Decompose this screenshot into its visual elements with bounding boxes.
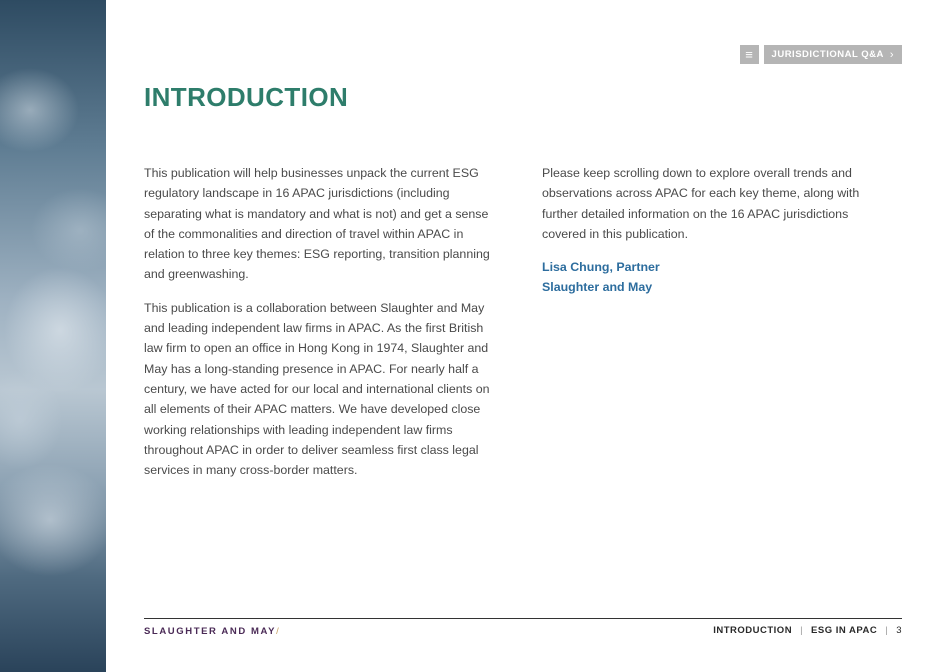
- intro-paragraph-1: This publication will help businesses unpack the current ESG regulatory landscape in 16 APAC jurisdictions (including separating what is mandatory and what is not) and get a sense of the commonalities and direction of travel within APAC in relation to three key themes: ESG reporting, transition planning and greenwashing.: [144, 166, 490, 282]
- menu-icon[interactable]: ≡: [740, 45, 759, 64]
- footer-publication-link[interactable]: ESG IN APAC: [811, 625, 878, 636]
- intro-paragraph-3: Please keep scrolling down to explore overall trends and observations across APAC for each key theme, along with further detailed information on the 16 APAC jurisdictions covered in this publication.: [542, 166, 860, 241]
- footer-brand-logo: [144, 626, 280, 637]
- footer-section-link[interactable]: INTRODUCTION: [713, 625, 793, 636]
- sky-cloud-image: [0, 0, 106, 672]
- intro-paragraph-2: This publication is a collaboration between Slaughter and May and leading independent law firms in APAC. As the first British law firm to open an office in Hong Kong in 1974, Slaughter and May has a long-standing presence in APAC. For nearly half a century, we have acted for our local and international clients on all elements of their APAC matters. We have developed close working relationships with leading independent law firms throughout APAC in order to deliver seamless first class legal services in many cross-border matters.: [144, 300, 490, 478]
- left-column: [144, 163, 496, 493]
- footer-divider: [144, 618, 902, 619]
- jurisdictional-qa-button[interactable]: [764, 45, 902, 64]
- footer-brand-text: SLAUGHTER AND MAY: [144, 626, 277, 637]
- signature-block: [542, 257, 867, 298]
- page-title: INTRODUCTION: [144, 82, 349, 112]
- footer-brand-slash: /: [276, 626, 281, 637]
- right-column: [542, 163, 867, 298]
- jurisdictional-qa-label: JURISDICTIONAL Q&A: [771, 49, 884, 60]
- signature-name: Lisa Chung, Partner: [542, 260, 660, 275]
- footer-page-number: 3: [896, 625, 902, 636]
- footer-breadcrumb: [713, 625, 902, 636]
- signature-firm: Slaughter and May: [542, 280, 653, 295]
- footer-separator-1: |: [800, 625, 804, 636]
- top-navigation: [740, 45, 902, 64]
- footer-separator-2: |: [885, 625, 889, 636]
- chevron-right-icon: ›: [889, 48, 894, 61]
